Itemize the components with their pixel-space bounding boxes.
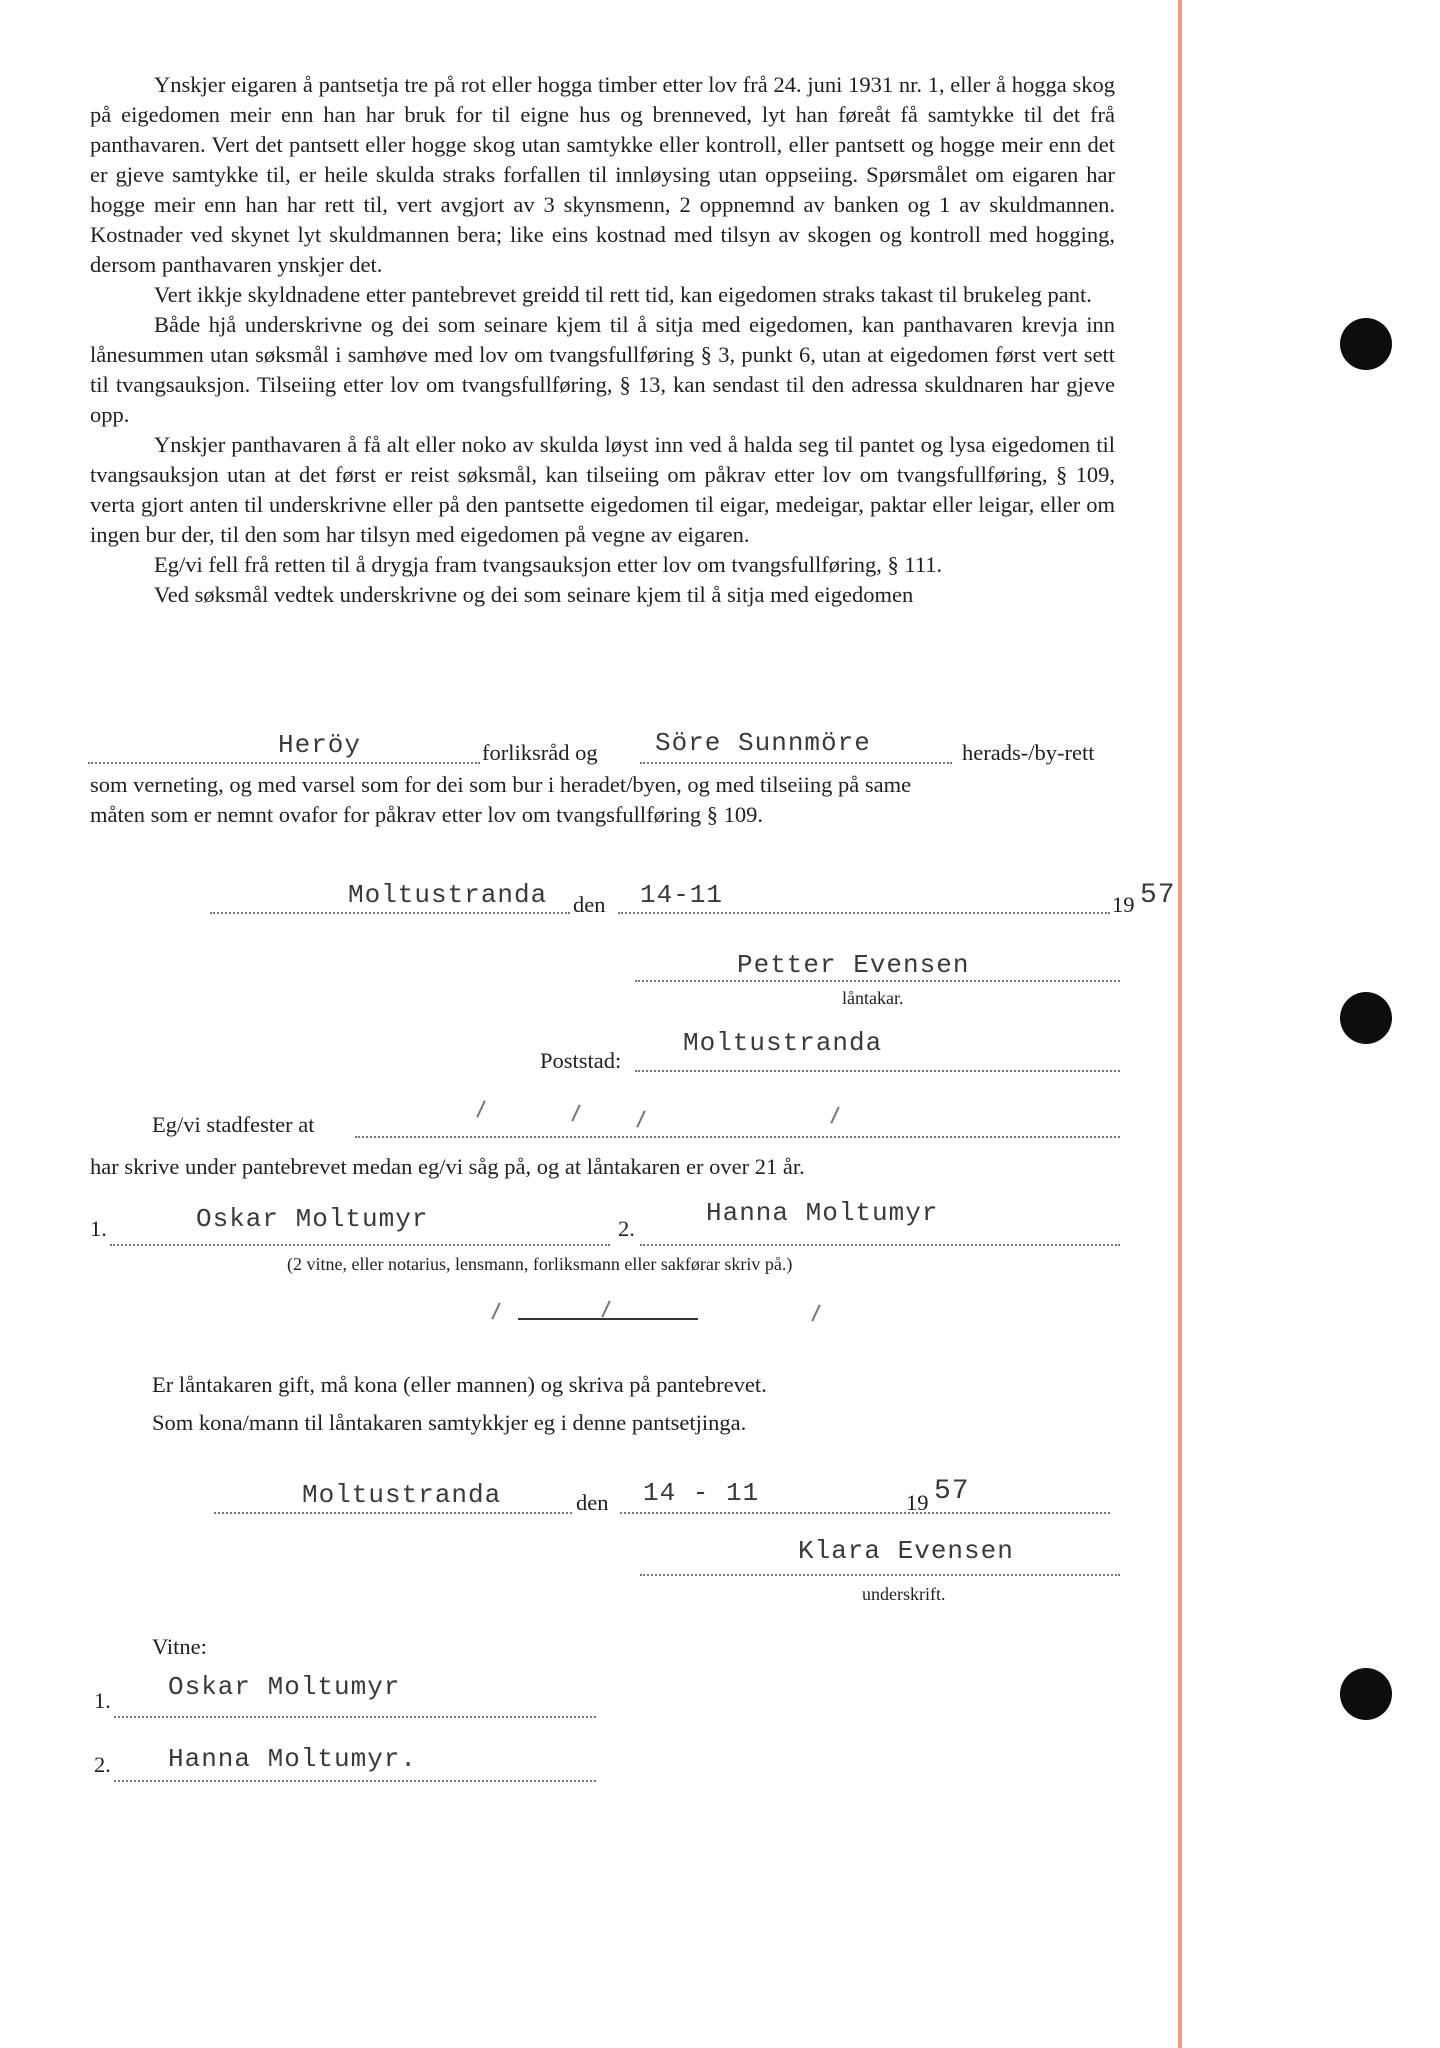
- den-label: den: [573, 892, 606, 917]
- forliksrad-line: [88, 762, 480, 764]
- pencil-mark: [601, 1300, 610, 1317]
- paragraph-waiver: Eg/vi fell frå retten til å drygja fram tvangsauksjon etter lov om tvangsfullføring, § 111.: [154, 552, 943, 577]
- spouse-caption: underskrift.: [862, 1584, 946, 1604]
- witnesses-name-1: Oskar Moltumyr: [168, 1672, 401, 1702]
- spouse-line-1: Er låntakaren gift, må kona (eller mannen) og skriva på pantebrevet.: [152, 1372, 767, 1397]
- year-prefix: 19: [1112, 892, 1135, 917]
- witness-1-number: 1.: [90, 1216, 107, 1241]
- forliksrad-label: forliksråd og: [482, 740, 598, 765]
- year-suffix: 57: [1140, 880, 1176, 911]
- spouse-signature-line: [640, 1574, 1120, 1576]
- confirm-line: [355, 1136, 1120, 1138]
- pencil-mark: [476, 1100, 485, 1117]
- pencil-mark: [811, 1304, 820, 1321]
- borrower-signature: Petter Evensen: [737, 950, 970, 980]
- witness-note: (2 vitne, eller notarius, lensmann, forliksmann eller sakførar skriv på.): [287, 1254, 793, 1274]
- confirm-statement: har skrive under pantebrevet medan eg/vi såg på, og at låntakaren er over 21 år.: [90, 1154, 805, 1179]
- witnesses-line-2: [114, 1780, 596, 1782]
- witnesses-line-1: [114, 1716, 596, 1718]
- punch-hole: [1340, 1668, 1392, 1720]
- witness-2-name: Hanna Moltumyr: [706, 1198, 939, 1228]
- spouse-year-suffix: 57: [934, 1476, 970, 1507]
- poststad-line: [635, 1070, 1120, 1072]
- paragraph-auction: Ynskjer panthavaren å få alt eller noko av skulda løyst inn ved å halda seg til pantet og lysa eigedomen til tvangsauksjon utan at det først er reist søksmål, kan tilseiing om påkrav etter lov om tvangsfullføring, § 109, verta gjort anten til underskrivne eller på den pantsette eigedomen til eigar, medeigar, paktar eller leigar, eller om ingen bur der, til den som har tilsyn med eigedomen på vegne av eigaren.: [90, 432, 1115, 547]
- pencil-mark: [491, 1302, 500, 1319]
- spouse-year-prefix: 19: [906, 1490, 929, 1515]
- witness-2-line: [640, 1244, 1120, 1246]
- signature-line: [635, 980, 1120, 982]
- paragraph-timber: Ynskjer eigaren å pantsetja tre på rot eller hogga timber etter lov frå 24. juni 1931 nr. 1, eller å hogga skog på eigedomen meir enn han har bruk for til eigne hus og brenneved, lyt han føreåt få samtykke til det frå panthavaren. Vert det pantsett eller hogge skog utan samtykke eller kontroll, eller pantsett og hogge meir enn det er gjeve samtykke til, er heile skulda straks forfallen til innløysing utan oppseiing. Spørsmålet om eigaren har hogge meir enn han har rett til, vert avgjort av 3 skynsmenn, 2 oppnemnd av banken og 1 av skuldmannen. Kostnader ved skynet lyt skuldmannen bera; like eins kostnad med tilsyn av skogen og kontroll med hogging, dersom panthavaren ynskjer det.: [90, 72, 1115, 277]
- court-value: Söre Sunnmöre: [655, 728, 871, 758]
- pencil-mark: [830, 1106, 839, 1123]
- venue-line-2: som verneting, og med varsel som for dei som bur i heradet/byen, og med tilseiing på same: [90, 772, 912, 797]
- pencil-mark: [636, 1110, 645, 1127]
- court-line: [640, 762, 952, 764]
- witness-1-line: [110, 1244, 610, 1246]
- borrower-place: Moltustranda: [348, 880, 548, 910]
- confirm-lead: Eg/vi stadfester at: [152, 1112, 315, 1137]
- mortgage-terms: [90, 70, 1115, 610]
- witnesses-number-1: 1.: [94, 1688, 111, 1713]
- witness-1-name: Oskar Moltumyr: [196, 1204, 429, 1234]
- spouse-signature: Klara Evensen: [798, 1536, 1014, 1566]
- spouse-date: 14 - 11: [643, 1478, 760, 1508]
- poststad-value: Moltustranda: [683, 1028, 883, 1058]
- paragraph-default: Vert ikkje skyldnadene etter pantebrevet greidd til rett tid, kan eigedomen straks takast til brukeleg pant.: [154, 282, 1092, 307]
- forliksrad-value: Heröy: [278, 730, 362, 760]
- spouse-line-2: Som kona/mann til låntakaren samtykkjer eg i denne pantsetjinga.: [152, 1410, 747, 1435]
- spouse-place: Moltustranda: [302, 1480, 502, 1510]
- poststad-label: Poststad:: [540, 1048, 622, 1073]
- spouse-place-line: [214, 1512, 572, 1514]
- borrower-date: 14-11: [640, 880, 724, 910]
- pencil-mark: [571, 1104, 580, 1121]
- spouse-date-line: [620, 1512, 1110, 1514]
- witnesses-label: Vitne:: [152, 1634, 207, 1659]
- section-divider: [518, 1318, 698, 1320]
- place-line: [210, 912, 570, 914]
- punch-hole: [1340, 992, 1392, 1044]
- witness-2-number: 2.: [618, 1216, 635, 1241]
- red-margin-line: [1178, 0, 1182, 2048]
- borrower-caption: låntakar.: [842, 988, 904, 1008]
- witnesses-name-2: Hanna Moltumyr.: [168, 1744, 418, 1774]
- paragraph-collection: Både hjå underskrivne og dei som seinare kjem til å sitja med eigedomen, kan panthavaren krevja inn lånesummen utan søksmål i samhøve med lov om tvangsfullføring § 3, punkt 6, utan at eigedomen først vert sett til tvangsauksjon. Tilseiing etter lov om tvangsfullføring, § 13, kan sendast til den adressa skuldnaren har gjeve opp.: [90, 312, 1115, 427]
- spouse-den-label: den: [576, 1490, 609, 1515]
- punch-hole: [1340, 318, 1392, 370]
- venue-line-3: måten som er nemnt ovafor for påkrav etter lov om tvangsfullføring § 109.: [90, 802, 763, 827]
- witnesses-number-2: 2.: [94, 1752, 111, 1777]
- paragraph-lawsuit: Ved søksmål vedtek underskrivne og dei som seinare kjem til å sitja med eigedomen: [154, 582, 914, 607]
- court-label: herads-/by-rett: [962, 740, 1095, 765]
- date-line: [618, 912, 1110, 914]
